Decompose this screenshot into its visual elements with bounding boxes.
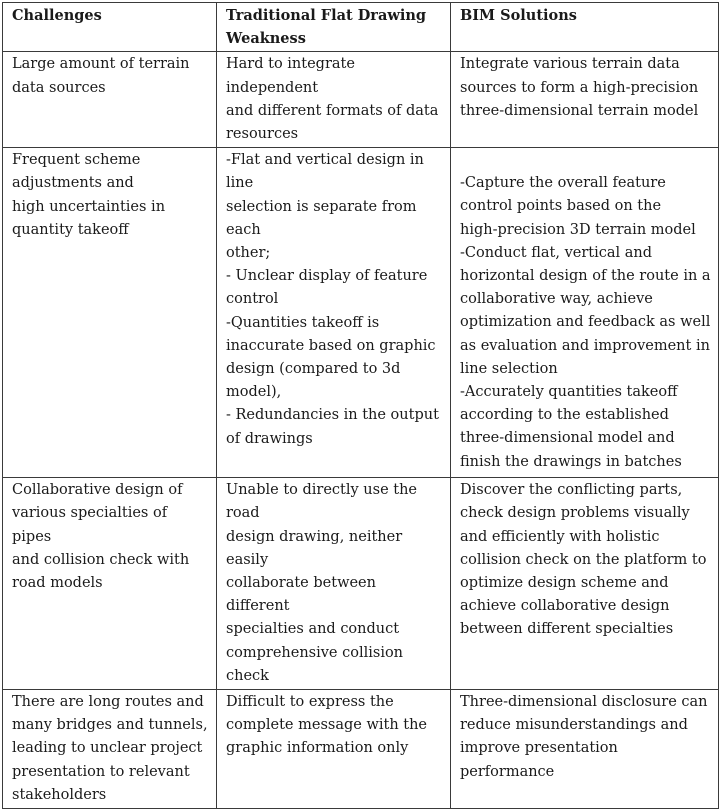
cell-text-line: and efficiently with holistic <box>460 528 660 545</box>
solution-cell <box>451 148 719 478</box>
cell-text-line: finish the drawings in batches <box>460 453 682 470</box>
cell-text-line: various specialties of pipes <box>12 505 172 545</box>
cell-text-line: - Unclear display of feature <box>226 268 428 285</box>
cell-text-line: three-dimensional model and <box>460 430 675 447</box>
cell-text-line: stakeholders <box>12 786 107 803</box>
challenge-cell <box>3 690 217 809</box>
cell-text-line: adjustments and <box>12 175 134 192</box>
challenge-cell <box>3 478 217 690</box>
cell-text-line: line selection <box>460 360 558 377</box>
cell-text-line: many bridges and tunnels, <box>12 717 208 734</box>
weakness-cell <box>217 148 451 478</box>
cell-text-line: sources to form a high-precision <box>460 79 699 96</box>
table-row <box>3 52 719 148</box>
table-row <box>3 148 719 478</box>
cell-text-line: Unable to directly use the road <box>226 482 422 522</box>
solution-cell <box>451 52 719 148</box>
cell-text-line: selection is separate from each <box>226 198 422 238</box>
weakness-cell <box>217 690 451 809</box>
cell-text-line: control points based on the <box>460 198 662 215</box>
cell-text-line: Large amount of terrain <box>12 56 190 73</box>
cell-text-line: There are long routes and <box>12 694 204 711</box>
cell-text-line: -Accurately quantities takeoff <box>460 384 678 401</box>
cell-text-line: collision check on the platform to <box>460 551 707 568</box>
cell-text-line: according to the established <box>460 407 669 424</box>
cell-text-line: high-precision 3D terrain model <box>460 221 696 238</box>
cell-text-line: data sources <box>12 79 106 96</box>
cell-text-line: comprehensive collision check <box>226 644 408 684</box>
challenge-cell <box>3 52 217 148</box>
cell-text-line: graphic information only <box>226 740 409 757</box>
cell-text-line: optimize design scheme and <box>460 575 669 592</box>
cell-text-line: design (compared to 3d <box>226 361 401 378</box>
cell-text-line: other; <box>226 245 271 262</box>
cell-text-line: presentation to relevant <box>12 763 190 780</box>
cell-text-line: road models <box>12 575 103 592</box>
cell-text-line: optimization and feedback as well <box>460 314 711 331</box>
cell-text-line: as evaluation and improvement in <box>460 337 710 354</box>
header-challenges: Challenges <box>3 3 217 52</box>
cell-text-line: and collision check with <box>12 551 190 568</box>
cell-text-line: reduce misunderstandings and <box>460 717 688 734</box>
header-row <box>3 3 719 52</box>
cell-text-line: Three-dimensional disclosure can <box>460 694 708 711</box>
cell-text-line: between different specialties <box>460 621 674 638</box>
cell-text-line: -Capture the overall feature <box>460 175 666 192</box>
cell-text-line: three-dimensional terrain model <box>460 102 699 119</box>
cell-text-line: design drawing, neither easily <box>226 528 407 568</box>
cell-spacer <box>460 149 712 172</box>
cell-text-line: quantity takeoff <box>12 221 129 238</box>
solution-cell <box>451 690 719 809</box>
cell-text-line: inaccurate based on graphic <box>226 337 436 354</box>
weakness-cell <box>217 52 451 148</box>
cell-text-line: -Conduct flat, vertical and <box>460 244 653 261</box>
cell-text-line: Collaborative design of <box>12 482 183 499</box>
cell-text-line: of drawings <box>226 430 313 447</box>
table-row <box>3 478 719 690</box>
cell-text-line: model), <box>226 384 282 401</box>
table-row <box>3 690 719 809</box>
cell-text-line: -Flat and vertical design in line <box>226 152 429 192</box>
cell-text-line: collaborate between different <box>226 575 381 615</box>
cell-text-line: leading to unclear project <box>12 740 203 757</box>
cell-text-line: high uncertainties in <box>12 198 166 215</box>
cell-text-line: Discover the conflicting parts, <box>460 482 683 499</box>
cell-text-line: Difficult to express the <box>226 694 394 711</box>
cell-text-line: horizontal design of the route in a <box>460 268 711 285</box>
weakness-cell <box>217 478 451 690</box>
solution-cell <box>451 478 719 690</box>
cell-text-line: check design problems visually <box>460 505 690 522</box>
cell-text-line: Integrate various terrain data <box>460 56 680 73</box>
cell-text-line: Hard to integrate independent <box>226 56 360 96</box>
cell-text-line: control <box>226 291 279 308</box>
comparison-table <box>2 2 719 809</box>
cell-text-line: and different formats of data <box>226 102 439 119</box>
cell-text-line: -Quantities takeoff is <box>226 314 380 331</box>
challenge-cell <box>3 148 217 478</box>
cell-text-line: - Redundancies in the output <box>226 407 439 424</box>
cell-text-line: resources <box>226 126 299 143</box>
cell-text-line: achieve collaborative design <box>460 598 670 615</box>
cell-text-line: specialties and conduct <box>226 621 400 638</box>
header-bim-solutions: BIM Solutions <box>451 3 719 52</box>
cell-text-line: improve presentation performance <box>460 740 623 780</box>
cell-text-line: complete message with the <box>226 717 428 734</box>
cell-text-line: Frequent scheme <box>12 152 141 169</box>
cell-text-line: collaborative way, achieve <box>460 291 653 308</box>
header-weakness: Traditional Flat Drawing Weakness <box>217 3 451 52</box>
